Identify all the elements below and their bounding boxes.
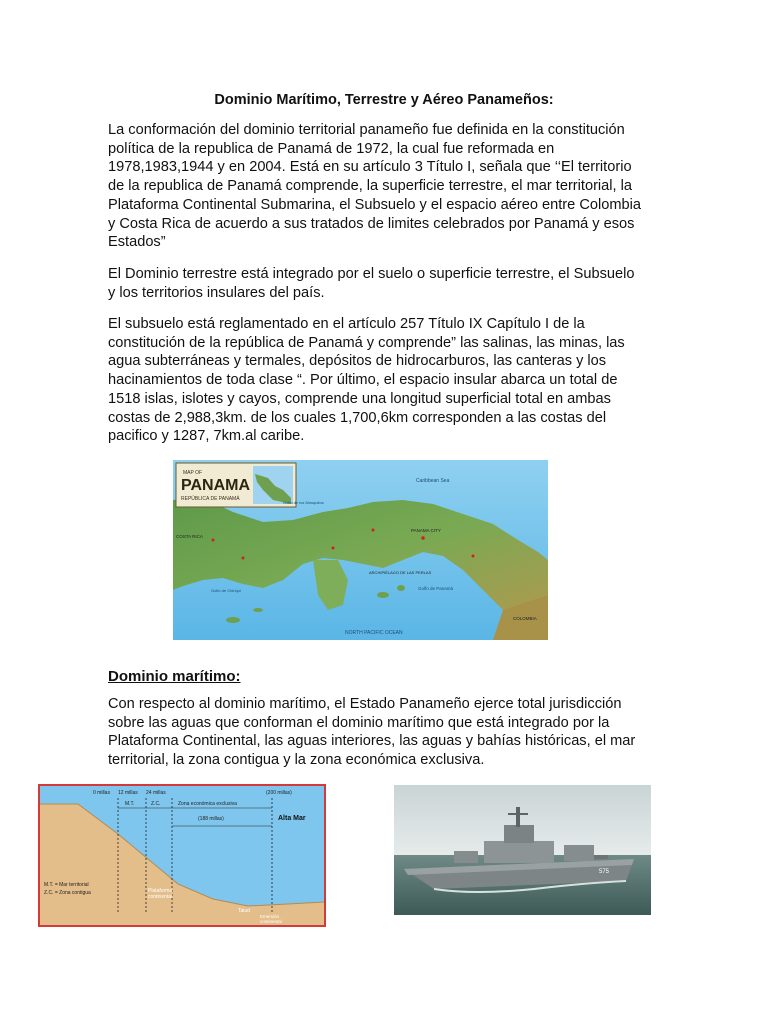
zone-label-zc: Z.C.	[151, 801, 161, 807]
map-label-costa-rica: COSTA RICA	[176, 534, 203, 539]
map-label-gulf-panama: Golfo de Panamá	[418, 586, 454, 591]
zone-label-200-millas: (200 millas)	[266, 790, 292, 796]
map-inset-subtitle: REPÚBLICA DE PANAMÁ	[181, 496, 240, 502]
zone-label-0-millas: 0 millas	[93, 790, 110, 796]
zone-label-zee: Zona económica exclusiva	[178, 801, 237, 807]
map-label-city: PANAMA CITY	[411, 528, 441, 533]
document-title: Dominio Marítimo, Terrestre y Aéreo Panameños:	[214, 92, 554, 108]
zone-legend-mt: M.T. = Mar territorial	[44, 882, 89, 888]
navy-ship-photo	[394, 785, 651, 915]
section-heading-dominio-maritimo: Dominio marítimo:	[108, 668, 241, 685]
map-label-colombia: COLOMBIA	[513, 616, 537, 621]
ship-hull-number: 575	[599, 869, 610, 875]
paragraph-dominio-territorial: La conformación del dominio territorial panameño fue definida en la constitución política de la republica de Panamá de 1972, la cual fue reformada en 1978,1983,1944 y en 2004. Está en su artículo 3 Título I, señala que ‘‘El territorio de la republica de Panamá comprende, la superficie terrestre, el mar territorial, la Plataforma Continental Submarina, el Subsuelo y el espacio aéreo entre Colombia y Costa Rica de acuerdo a sus tratados de limites celebrados por Panamá y esos Estados”	[108, 122, 641, 251]
zone-label-talud: Talud	[238, 908, 250, 914]
zone-label-zee-miles: (188 millas)	[198, 816, 224, 822]
panama-map-image	[173, 460, 548, 640]
zone-label-plataforma: Plataforma continental	[148, 888, 173, 900]
map-inset-title: PANAMA	[181, 477, 251, 494]
zone-legend-zc: Z.C. = Zona contigua	[44, 890, 91, 896]
map-label-gulf-chiriqui: Golfo de Chiriquí	[211, 588, 242, 593]
paragraph-subsuelo: El subsuelo está reglamentado en el artículo 257 Título IX Capítulo I de la constitución de la república de Panamá y comprende” las salinas, las minas, las agua subterráneas y termales, depósitos de hidrocarburos, las canteras y los hacinamientos de toda clase “. Por último, el espacio insular abarca un total de 1518 islas, islotes y cayos, comprende una longitud superficial total en ambas costas de 2,988,3km. de los cuales 1,700,6km corresponden a las costas del pacifico y 1287, 7km.al caribe.	[108, 316, 625, 445]
zone-label-alta-mar: Alta Mar	[278, 815, 306, 822]
zone-label-emersion: Emersión continental	[260, 914, 282, 924]
zone-label-12-millas: 12 millas	[118, 790, 138, 796]
maritime-zones-diagram	[38, 784, 326, 927]
zone-label-24-millas: 24 millas	[146, 790, 166, 796]
paragraph-dominio-maritimo: Con respecto al dominio marítimo, el Estado Panameño ejerce total jurisdicción sobre las aguas que conforman el dominio marítimo que está integrado por la Plataforma Continental, las aguas interiores, las aguas y bahías históricas, el mar territorial, la zona contigua y la zona económica exclusiva.	[108, 696, 636, 769]
map-inset-title-small: MAP OF	[183, 470, 203, 476]
zone-label-mt: M.T.	[125, 801, 135, 807]
map-label-archipelago: ARCHIPIÉLAGO DE LAS PERLAS	[369, 570, 432, 575]
map-label-gulf-mosquitos: Golfo de los Mosquitos	[283, 500, 324, 505]
map-label-pacific: NORTH PACIFIC OCEAN	[345, 630, 403, 636]
map-label-caribbean: Caribbean Sea	[416, 478, 450, 484]
paragraph-dominio-terrestre: El Dominio terrestre está integrado por el suelo o superficie terrestre, el Subsuelo y los territorios insulares del país.	[108, 266, 635, 301]
